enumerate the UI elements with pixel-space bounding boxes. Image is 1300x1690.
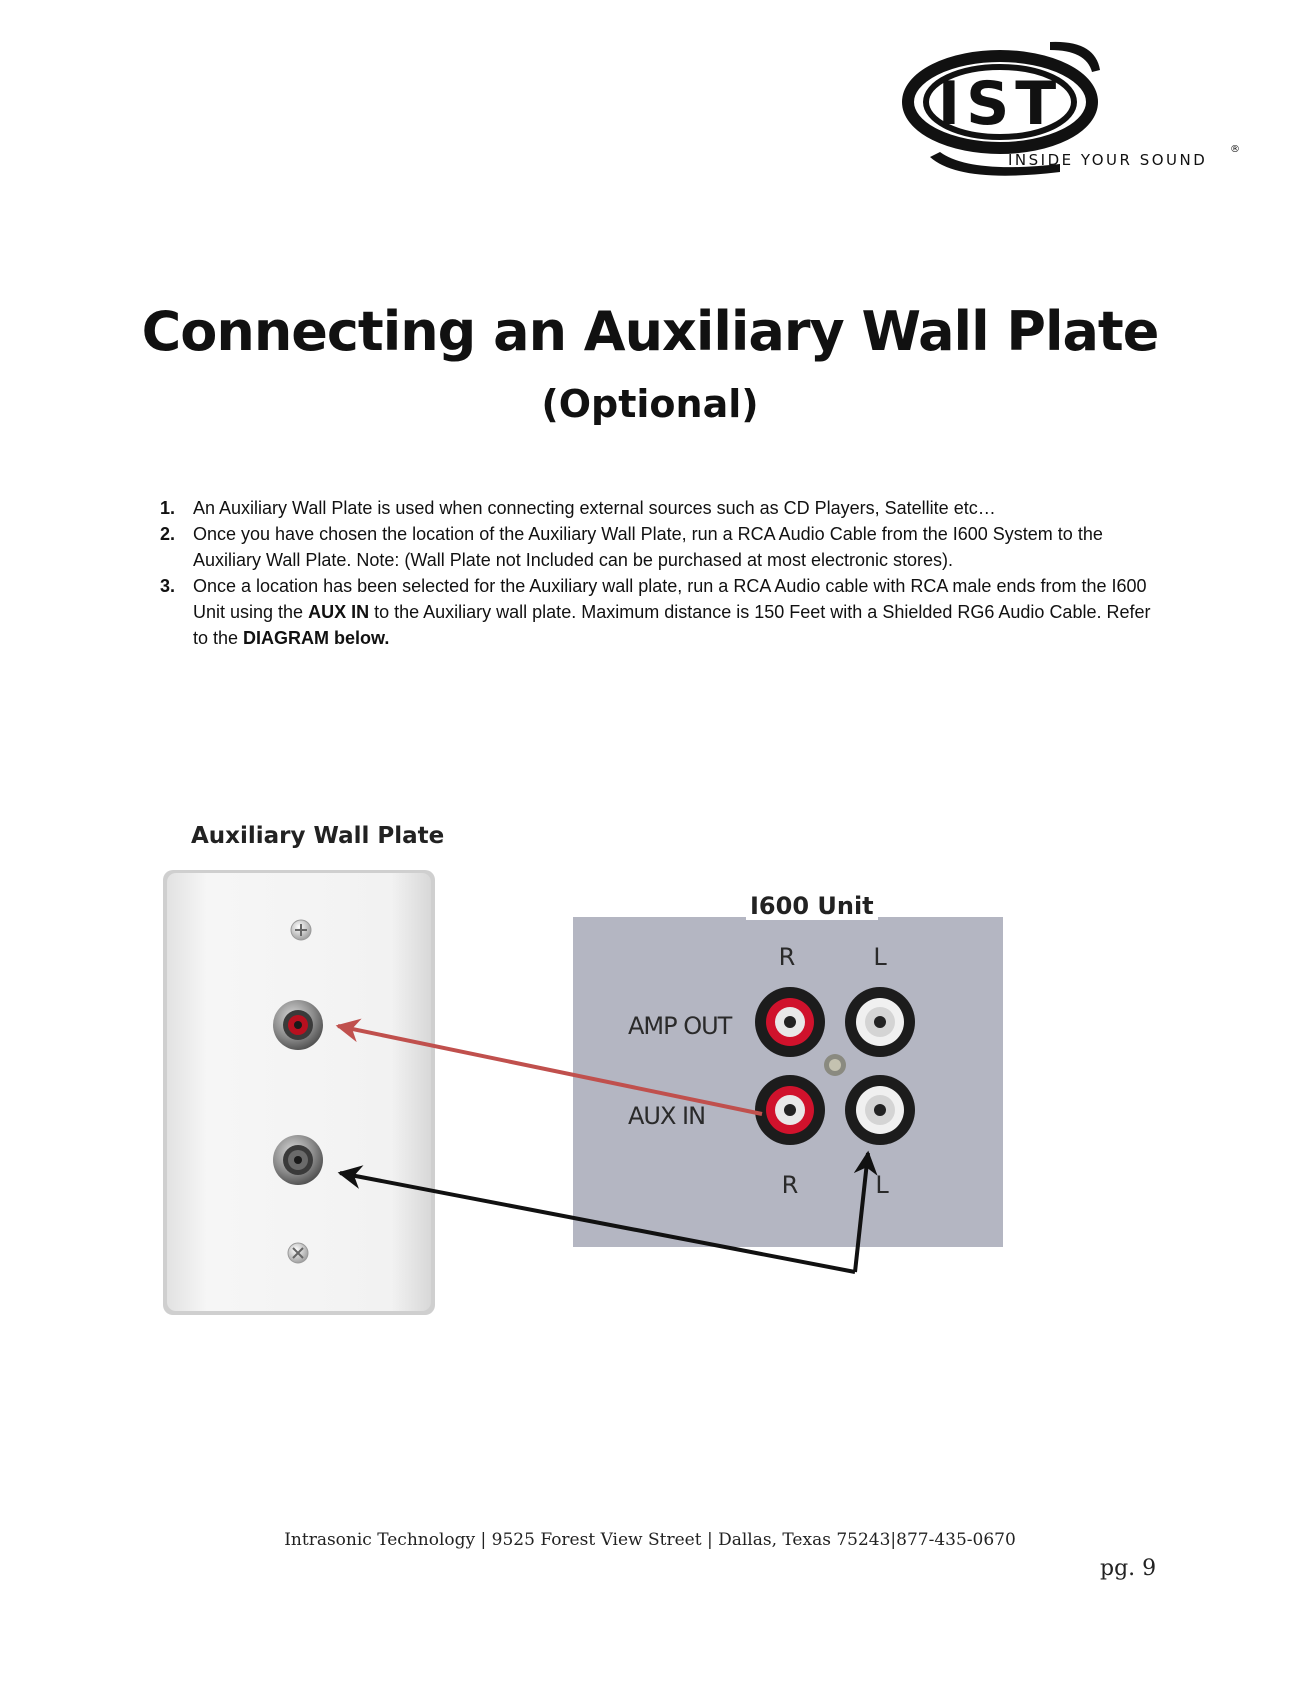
panel-center-screw: [824, 1054, 846, 1076]
step-text-part: Once a location has been selected for the Auxiliary wall plate, run a RCA Audio cable with RCA male ends from the I600 Unit using the: [193, 576, 1147, 622]
panel-label-amp-out: AMP OUT: [628, 1012, 732, 1040]
diagram-reference-emphasis: DIAGRAM below.: [243, 628, 390, 648]
ist-logo: [900, 32, 1250, 177]
i600-unit-label: I600 Unit: [746, 892, 878, 920]
plate-rca-jack-red: [273, 1000, 323, 1050]
instruction-step-2: [160, 521, 1160, 573]
panel-label-top-r: R: [778, 943, 796, 971]
panel-label-bottom-l: L: [875, 1171, 889, 1199]
aux-in-left-jack: [845, 1075, 915, 1145]
logo-registered-mark: ®: [1230, 144, 1240, 155]
instruction-list: [160, 495, 1160, 651]
step-text-part: to the Auxiliary wall plate. Maximum distance is 150 Feet with a Shielded RG6 Audio Cable. Refer to the: [193, 602, 1151, 648]
aux-in-emphasis: AUX IN: [308, 602, 370, 622]
step-number: 3.: [160, 576, 176, 596]
page-subtitle: (Optional): [541, 382, 759, 426]
instruction-step-3: [160, 573, 1160, 651]
auxiliary-wall-plate: [163, 870, 435, 1315]
step-number: 2.: [160, 524, 176, 544]
logo-wordmark: IST: [937, 69, 1063, 139]
plate-screw-bottom: [288, 1243, 308, 1263]
step-text: [193, 576, 1151, 648]
plate-screw-top: [291, 920, 311, 940]
step-number: 1.: [160, 498, 176, 518]
i600-unit-panel: [573, 917, 1003, 1247]
footer-address: Intrasonic Technology | 9525 Forest View Street | Dallas, Texas 75243|877-435-0670: [284, 1530, 1016, 1550]
logo-tagline: INSIDE YOUR SOUND: [1008, 151, 1208, 169]
connection-diagram: [0, 860, 1300, 1320]
aux-in-right-jack: [755, 1075, 825, 1145]
panel-label-bottom-r: R: [781, 1171, 799, 1199]
wall-plate-label: Auxiliary Wall Plate: [191, 823, 445, 849]
page-title: Connecting an Auxiliary Wall Plate: [141, 300, 1159, 363]
step-text: An Auxiliary Wall Plate is used when connecting external sources such as CD Players, Satellite etc…: [193, 498, 996, 518]
panel-label-top-l: L: [873, 943, 887, 971]
step-text: Once you have chosen the location of the Auxiliary Wall Plate, run a RCA Audio Cable from the I600 System to the Auxiliary Wall Plate. Note: (Wall Plate not Included can be purchased at most electronic stores).: [193, 524, 1103, 570]
instruction-step-1: [160, 495, 1160, 521]
amp-out-right-jack: [755, 987, 825, 1057]
plate-rca-jack-white: [273, 1135, 323, 1185]
page-number: pg. 9: [1100, 1556, 1157, 1581]
panel-label-aux-in: AUX IN: [628, 1102, 706, 1130]
amp-out-left-jack: [845, 987, 915, 1057]
